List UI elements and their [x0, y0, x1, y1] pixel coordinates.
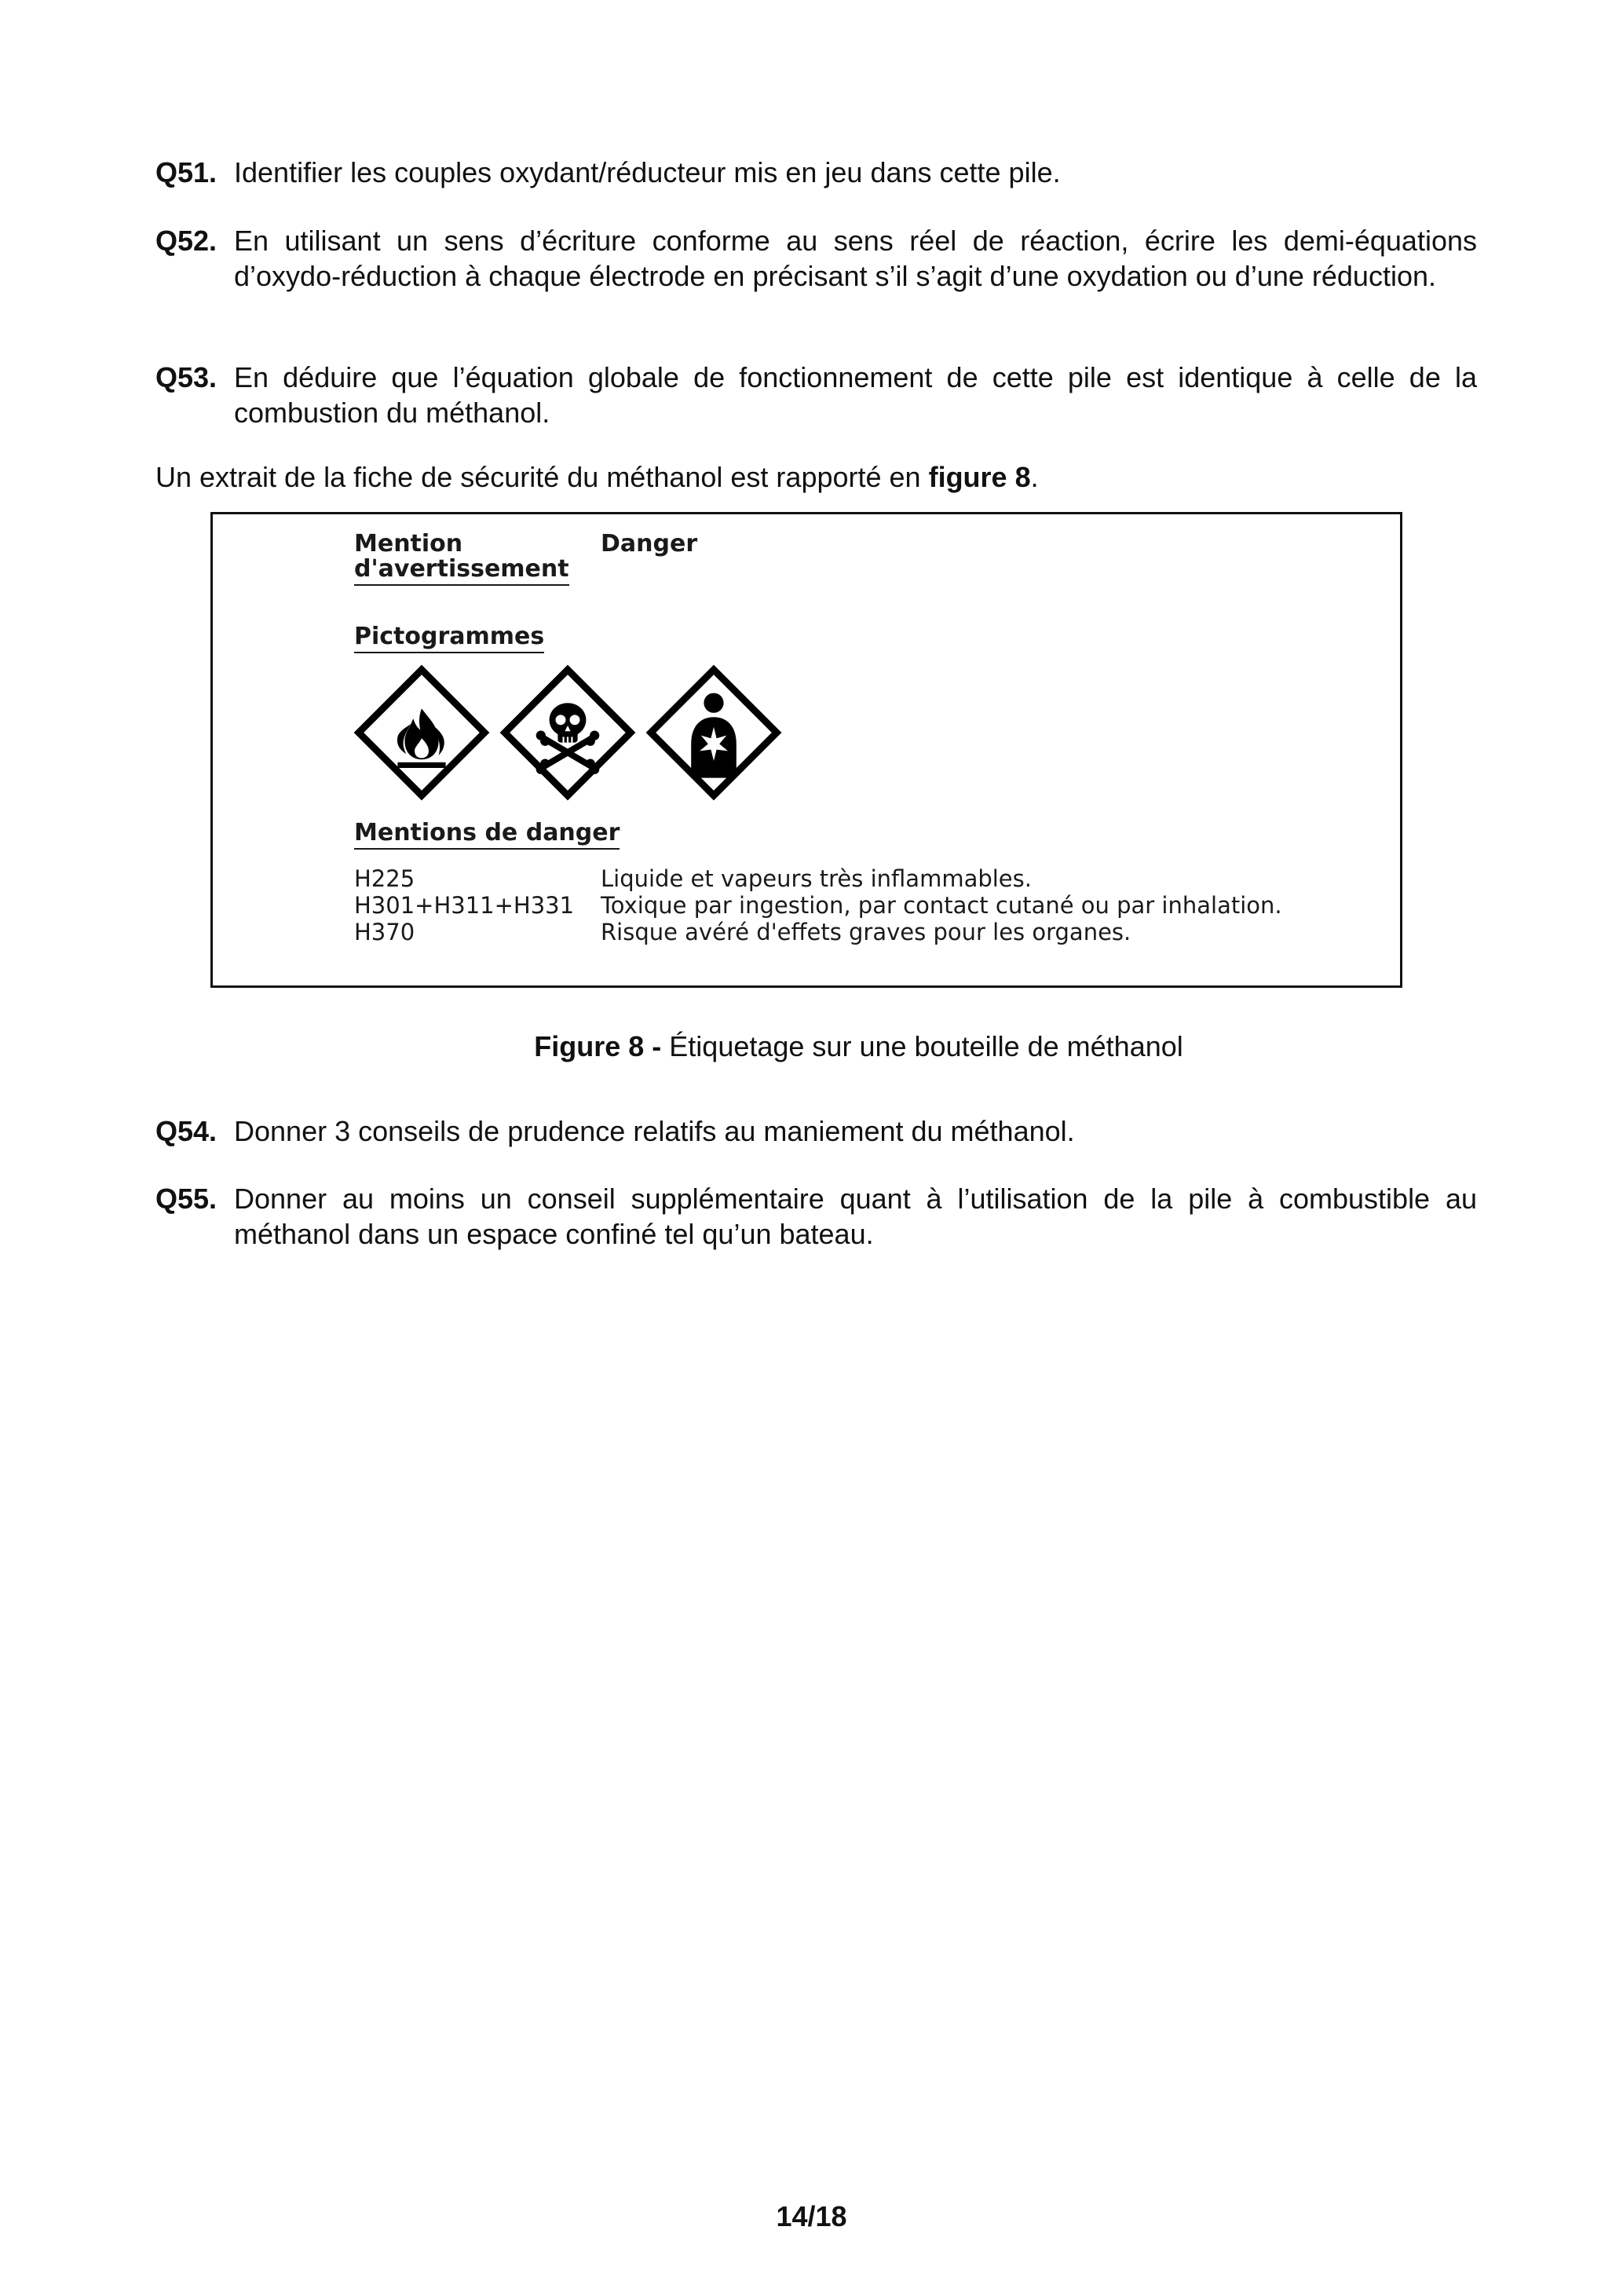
question-number: Q55.: [155, 1183, 217, 1215]
flame-pictogram-icon: [351, 662, 492, 803]
question-text: Identifier les couples oxydant/réducteur mis en jeu dans cette pile.: [234, 156, 1061, 188]
figure-caption: [0, 1029, 1623, 1064]
question-number: Q53.: [155, 361, 217, 393]
hazard-statement: Risque avéré d'effets graves pour les organes.: [601, 919, 1131, 945]
skull-crossbones-pictogram-icon: [497, 662, 638, 803]
hazard-statement: Toxique par ingestion, par contact cutané ou par inhalation.: [601, 892, 1282, 919]
figure-intro: [155, 459, 1039, 495]
hazard-code: H301+H311+H331: [354, 892, 575, 919]
question-q54: [155, 1113, 1477, 1149]
intro-end: .: [1030, 461, 1039, 493]
signal-word-label-line1: Mention: [354, 530, 463, 558]
pictograms-title: Pictogrammes: [354, 624, 544, 653]
question-number: Q54.: [155, 1115, 217, 1147]
question-number: Q51.: [155, 156, 217, 188]
question-text: Donner 3 conseils de prudence relatifs au maniement du méthanol.: [234, 1115, 1075, 1147]
signal-word-label-line2: d'avertissement: [354, 555, 569, 583]
question-number: Q52.: [155, 225, 217, 257]
question-text: Donner au moins un conseil supplémentaire quant à l’utilisation de la pile à combustible au méthanol dans un espace confiné tel qu’un bateau.: [234, 1183, 1477, 1250]
question-q52: [155, 223, 1477, 294]
intro-text: Un extrait de la fiche de sécurité du méthanol est rapporté en: [155, 461, 929, 493]
hazard-statement: Liquide et vapeurs très inflammables.: [601, 865, 1032, 892]
signal-word-label: [354, 532, 569, 586]
hazard-statements-title: Mentions de danger: [354, 821, 620, 850]
health-hazard-pictogram-icon: [643, 662, 784, 803]
intro-figure-ref: figure 8: [928, 461, 1031, 493]
caption-text: Étiquetage sur une bouteille de méthanol: [669, 1030, 1183, 1062]
signal-word-value: Danger: [601, 530, 698, 558]
safety-label-figure: [210, 512, 1402, 988]
page-number: 14/18: [776, 2200, 847, 2232]
question-q51: [155, 155, 1477, 190]
hazard-code: H370: [354, 919, 415, 945]
hazard-code: H225: [354, 865, 415, 892]
caption-label: Figure 8 -: [534, 1030, 670, 1062]
question-text: En utilisant un sens d’écriture conforme au sens réel de réaction, écrire les demi-équations d’oxydo-réduction à chaque électrode en précisant s’il s’agit d’une oxydation ou d’une réduction.: [234, 225, 1477, 292]
question-text: En déduire que l’équation globale de fonctionnement de cette pile est identique à celle de la combustion du méthanol.: [234, 361, 1477, 429]
question-q55: [155, 1181, 1477, 1252]
question-q53: [155, 360, 1477, 430]
